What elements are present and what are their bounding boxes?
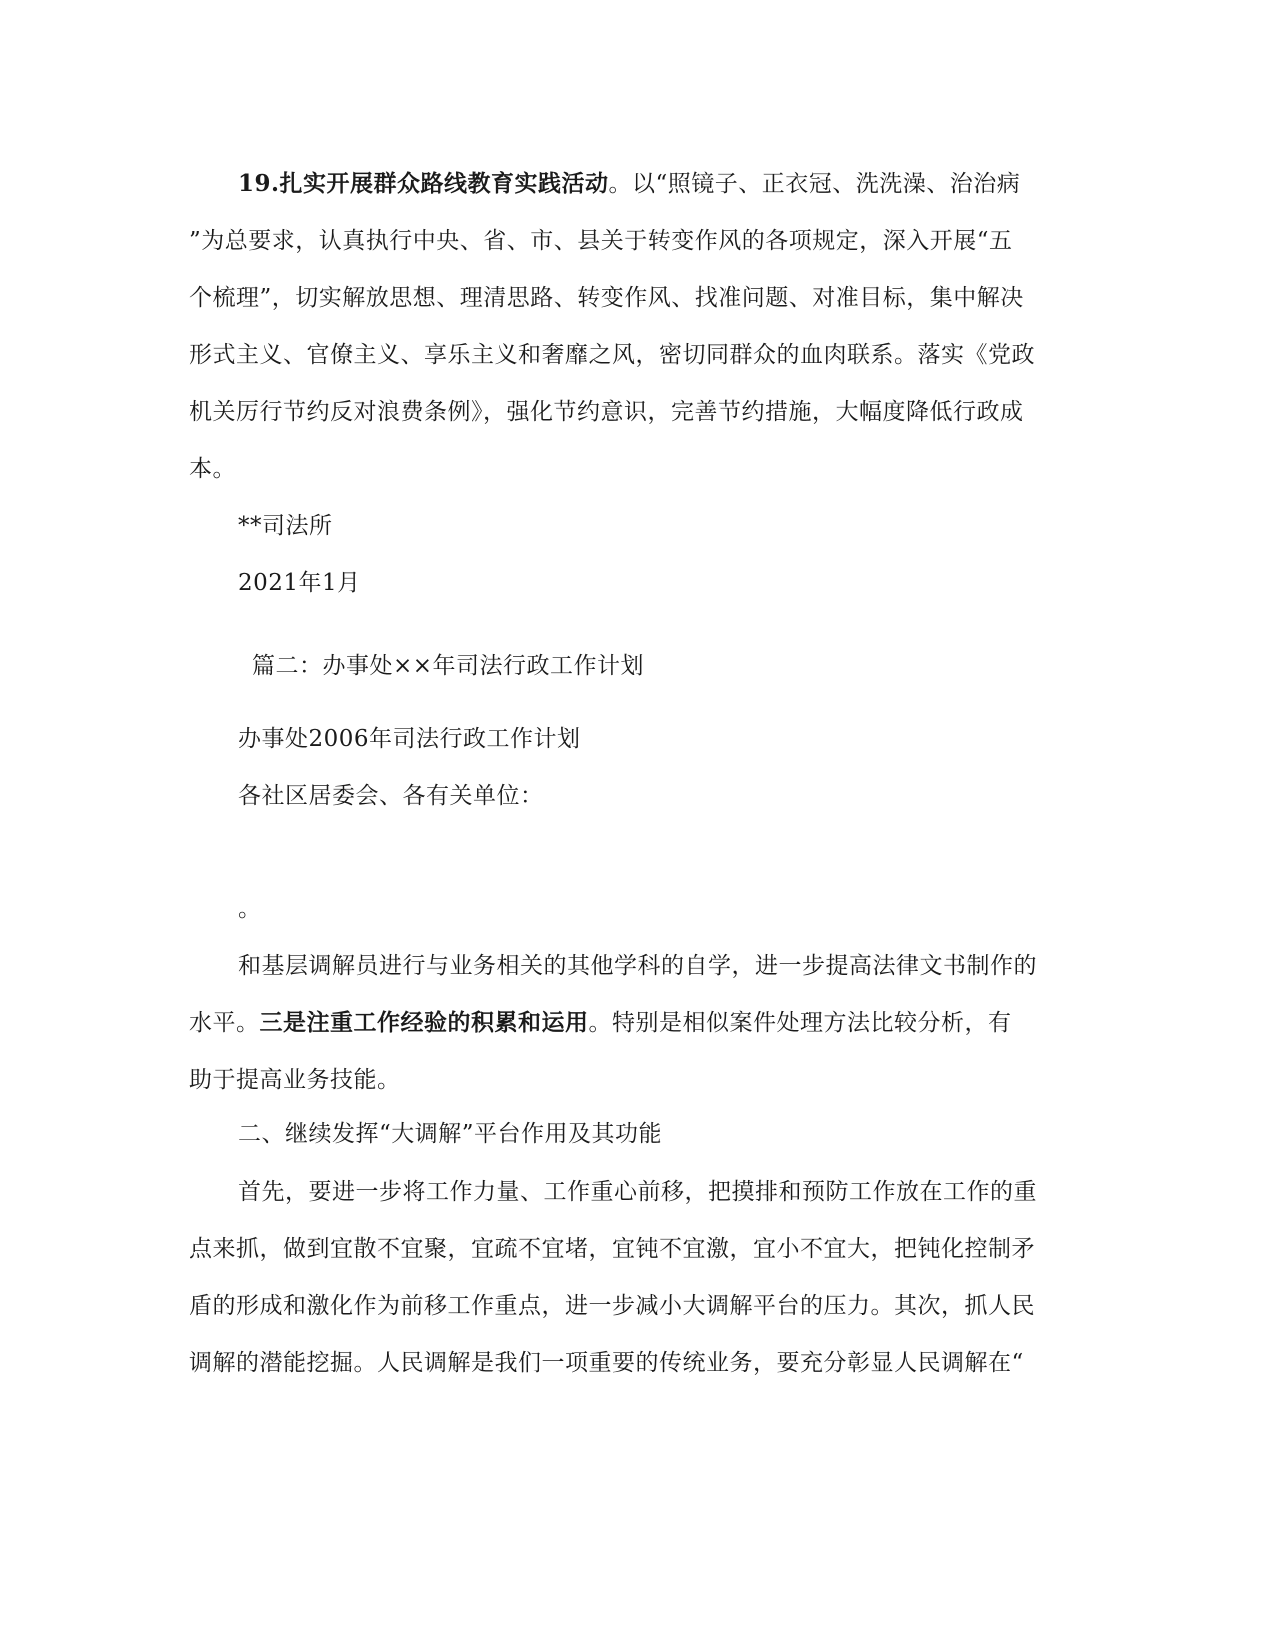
paragraph-1-line-4: 形式主义、官僚主义、享乐主义和奢靡之风，密切同群众的血肉联系。落实《党政 xyxy=(189,342,1035,368)
paragraph-2-line-2 xyxy=(189,1008,1012,1038)
paragraph-2-line-1: 和基层调解员进行与业务相关的其他学科的自学，进一步提高法律文书制作的 xyxy=(238,953,1037,979)
paragraph-1-line-2: ”为总要求，认真执行中央、省、市、县关于转变作风的各项规定，深入开展“五 xyxy=(189,228,1013,254)
paragraph-2-line-2-start: 水平。 xyxy=(189,1010,260,1036)
paragraph-3-line-1: 首先，要进一步将工作力量、工作重心前移，把摸排和预防工作放在工作的重 xyxy=(238,1179,1037,1205)
paragraph-1-line-1 xyxy=(238,169,1020,199)
section-heading-2: 二、继续发挥“大调解”平台作用及其功能 xyxy=(238,1121,663,1147)
paragraph-3-line-3: 盾的形成和激化作为前移工作重点，进一步减小大调解平台的压力。其次，抓人民 xyxy=(189,1293,1035,1319)
signature-org: **司法所 xyxy=(238,513,333,539)
paragraph-1-line-3: 个梳理”，切实解放思想、理清思路、转变作风、找准问题、对准目标，集中解决 xyxy=(189,285,1024,311)
section-2-salutation: 各社区居委会、各有关单位： xyxy=(238,783,544,809)
paragraph-2-line-3: 助于提高业务技能。 xyxy=(189,1067,401,1093)
paragraph-3-line-2: 点来抓，做到宜散不宜聚，宜疏不宜堵，宜钝不宜激，宜小不宜大，把钝化控制矛 xyxy=(189,1236,1035,1262)
paragraph-1-line-1-text: 。以“照镜子、正衣冠、洗洗澡、治治病 xyxy=(608,171,1021,197)
paragraph-3-line-4: 调解的潜能挖掘。人民调解是我们一项重要的传统业务，要充分彰显人民调解在“ xyxy=(189,1350,1024,1376)
bold-point-three: 三是注重工作经验的积累和运用 xyxy=(259,1009,589,1036)
section-2-heading: 篇二：办事处××年司法行政工作计划 xyxy=(252,653,645,679)
paragraph-1-line-6: 本。 xyxy=(189,456,236,482)
paragraph-1-line-5: 机关厉行节约反对浪费条例》，强化节约意识，完善节约措施，大幅度降低行政成 xyxy=(189,399,1024,425)
section-2-title: 办事处2006年司法行政工作计划 xyxy=(238,726,581,752)
paragraph-2-line-2-rest: 。特别是相似案件处理方法比较分析，有 xyxy=(588,1010,1012,1036)
signature-date: 2021年1月 xyxy=(238,570,361,596)
bold-heading-19: 19.扎实开展群众路线教育实践活动 xyxy=(238,170,609,197)
section-2-dot: 。 xyxy=(238,896,262,922)
